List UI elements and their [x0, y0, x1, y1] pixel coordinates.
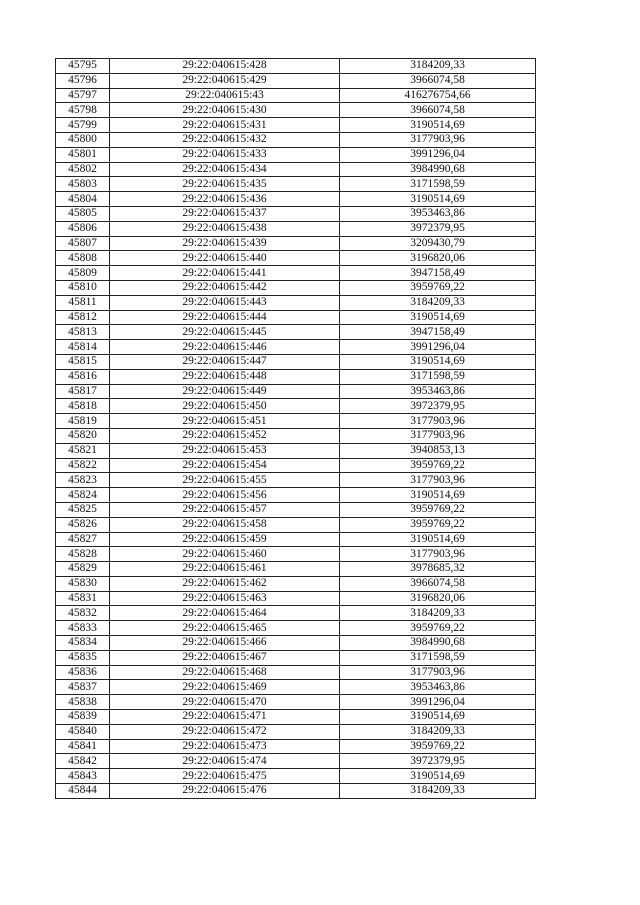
row-number-cell: 45799 [56, 118, 110, 133]
cadastral-number-cell: 29:22:040615:465 [110, 621, 340, 636]
row-number-cell: 45827 [56, 532, 110, 547]
cadastral-value-cell: 3177903,96 [340, 428, 536, 443]
cadastral-value-cell: 3966074,58 [340, 103, 536, 118]
cadastral-number-cell: 29:22:040615:472 [110, 724, 340, 739]
row-number-cell: 45830 [56, 576, 110, 591]
table-row [56, 340, 536, 355]
row-number-cell: 45812 [56, 310, 110, 325]
row-number-cell: 45798 [56, 103, 110, 118]
cadastral-value-cell: 3177903,96 [340, 414, 536, 429]
row-number-cell: 45795 [56, 59, 110, 74]
row-number-cell: 45811 [56, 295, 110, 310]
cadastral-value-cell: 3947158,49 [340, 266, 536, 281]
cadastral-number-cell: 29:22:040615:439 [110, 236, 340, 251]
table-row [56, 784, 536, 799]
cadastral-number-cell: 29:22:040615:474 [110, 754, 340, 769]
row-number-cell: 45817 [56, 384, 110, 399]
cadastral-value-cell: 3966074,58 [340, 576, 536, 591]
row-number-cell: 45831 [56, 591, 110, 606]
cadastral-number-cell: 29:22:040615:431 [110, 118, 340, 133]
table-row [56, 103, 536, 118]
cadastral-value-cell: 3966074,58 [340, 73, 536, 88]
row-number-cell: 45824 [56, 488, 110, 503]
table-row [56, 192, 536, 207]
table-row [56, 354, 536, 369]
cadastral-number-cell: 29:22:040615:430 [110, 103, 340, 118]
table-row [56, 754, 536, 769]
cadastral-number-cell: 29:22:040615:455 [110, 473, 340, 488]
cadastral-number-cell: 29:22:040615:449 [110, 384, 340, 399]
cadastral-value-cell: 3184209,33 [340, 784, 536, 799]
row-number-cell: 45825 [56, 502, 110, 517]
cadastral-value-cell: 3984990,68 [340, 162, 536, 177]
row-number-cell: 45837 [56, 680, 110, 695]
row-number-cell: 45805 [56, 206, 110, 221]
cadastral-number-cell: 29:22:040615:454 [110, 458, 340, 473]
cadastral-value-cell: 3959769,22 [340, 502, 536, 517]
cadastral-value-cell: 3184209,33 [340, 295, 536, 310]
table-row [56, 325, 536, 340]
cadastral-number-cell: 29:22:040615:443 [110, 295, 340, 310]
row-number-cell: 45801 [56, 147, 110, 162]
table-row [56, 547, 536, 562]
row-number-cell: 45838 [56, 695, 110, 710]
cadastral-number-cell: 29:22:040615:450 [110, 399, 340, 414]
cadastral-value-cell: 3190514,69 [340, 532, 536, 547]
cadastral-value-cell: 3171598,59 [340, 650, 536, 665]
cadastral-value-cell: 3190514,69 [340, 118, 536, 133]
table-row [56, 162, 536, 177]
table-row [56, 206, 536, 221]
cadastral-value-cell: 3177903,96 [340, 547, 536, 562]
table-row [56, 310, 536, 325]
cadastral-number-cell: 29:22:040615:462 [110, 576, 340, 591]
row-number-cell: 45835 [56, 650, 110, 665]
cadastral-value-cell: 3940853,13 [340, 443, 536, 458]
cadastral-number-cell: 29:22:040615:457 [110, 502, 340, 517]
cadastral-number-cell: 29:22:040615:434 [110, 162, 340, 177]
table-row [56, 443, 536, 458]
cadastral-value-cell: 3190514,69 [340, 488, 536, 503]
table-body [56, 59, 536, 799]
cadastral-number-cell: 29:22:040615:463 [110, 591, 340, 606]
cadastral-number-cell: 29:22:040615:464 [110, 606, 340, 621]
cadastral-value-cell: 3953463,86 [340, 384, 536, 399]
cadastral-value-cell: 3991296,04 [340, 695, 536, 710]
cadastral-value-cell: 3177903,96 [340, 665, 536, 680]
table-row [56, 591, 536, 606]
cadastral-value-cell: 3190514,69 [340, 310, 536, 325]
cadastral-number-cell: 29:22:040615:447 [110, 354, 340, 369]
row-number-cell: 45813 [56, 325, 110, 340]
row-number-cell: 45840 [56, 724, 110, 739]
row-number-cell: 45821 [56, 443, 110, 458]
cadastral-number-cell: 29:22:040615:428 [110, 59, 340, 74]
table-row [56, 710, 536, 725]
cadastral-value-cell: 3184209,33 [340, 606, 536, 621]
row-number-cell: 45834 [56, 636, 110, 651]
row-number-cell: 45815 [56, 354, 110, 369]
cadastral-number-cell: 29:22:040615:446 [110, 340, 340, 355]
table-row [56, 88, 536, 103]
cadastral-value-cell: 3196820,06 [340, 251, 536, 266]
cadastral-number-cell: 29:22:040615:440 [110, 251, 340, 266]
cadastral-value-cell: 3959769,22 [340, 280, 536, 295]
row-number-cell: 45829 [56, 562, 110, 577]
row-number-cell: 45826 [56, 517, 110, 532]
table-row [56, 532, 536, 547]
table-row [56, 399, 536, 414]
cadastral-value-cell: 3959769,22 [340, 458, 536, 473]
cadastral-number-cell: 29:22:040615:442 [110, 280, 340, 295]
cadastral-value-cell: 3959769,22 [340, 739, 536, 754]
row-number-cell: 45832 [56, 606, 110, 621]
row-number-cell: 45797 [56, 88, 110, 103]
row-number-cell: 45800 [56, 132, 110, 147]
table-row [56, 562, 536, 577]
table-row [56, 369, 536, 384]
cadastral-number-cell: 29:22:040615:436 [110, 192, 340, 207]
table-row [56, 266, 536, 281]
cadastral-value-cell: 3953463,86 [340, 680, 536, 695]
cadastral-number-cell: 29:22:040615:461 [110, 562, 340, 577]
cadastral-number-cell: 29:22:040615:473 [110, 739, 340, 754]
row-number-cell: 45836 [56, 665, 110, 680]
table-row [56, 132, 536, 147]
table-row [56, 147, 536, 162]
table-row [56, 236, 536, 251]
table-row [56, 177, 536, 192]
table-row [56, 769, 536, 784]
cadastral-value-cell: 3209430,79 [340, 236, 536, 251]
cadastral-value-cell: 3190514,69 [340, 354, 536, 369]
cadastral-number-cell: 29:22:040615:433 [110, 147, 340, 162]
cadastral-value-cell: 3972379,95 [340, 754, 536, 769]
row-number-cell: 45841 [56, 739, 110, 754]
row-number-cell: 45843 [56, 769, 110, 784]
row-number-cell: 45819 [56, 414, 110, 429]
row-number-cell: 45818 [56, 399, 110, 414]
row-number-cell: 45806 [56, 221, 110, 236]
cadastral-number-cell: 29:22:040615:471 [110, 710, 340, 725]
table-row [56, 650, 536, 665]
cadastral-value-cell: 3190514,69 [340, 192, 536, 207]
cadastral-number-cell: 29:22:040615:445 [110, 325, 340, 340]
cadastral-value-cell: 3177903,96 [340, 473, 536, 488]
table-row [56, 414, 536, 429]
row-number-cell: 45828 [56, 547, 110, 562]
cadastral-number-cell: 29:22:040615:441 [110, 266, 340, 281]
cadastral-value-cell: 3171598,59 [340, 369, 536, 384]
cadastral-value-cell: 3959769,22 [340, 621, 536, 636]
table-row [56, 739, 536, 754]
cadastral-number-cell: 29:22:040615:470 [110, 695, 340, 710]
row-number-cell: 45842 [56, 754, 110, 769]
row-number-cell: 45820 [56, 428, 110, 443]
cadastral-number-cell: 29:22:040615:448 [110, 369, 340, 384]
cadastral-number-cell: 29:22:040615:43 [110, 88, 340, 103]
row-number-cell: 45839 [56, 710, 110, 725]
row-number-cell: 45802 [56, 162, 110, 177]
row-number-cell: 45796 [56, 73, 110, 88]
table-row [56, 251, 536, 266]
cadastral-number-cell: 29:22:040615:437 [110, 206, 340, 221]
row-number-cell: 45810 [56, 280, 110, 295]
row-number-cell: 45823 [56, 473, 110, 488]
cadastral-value-cell: 3190514,69 [340, 710, 536, 725]
table-row [56, 295, 536, 310]
cadastral-value-table [55, 58, 536, 799]
cadastral-number-cell: 29:22:040615:451 [110, 414, 340, 429]
cadastral-number-cell: 29:22:040615:452 [110, 428, 340, 443]
cadastral-value-cell: 3972379,95 [340, 221, 536, 236]
row-number-cell: 45803 [56, 177, 110, 192]
row-number-cell: 45816 [56, 369, 110, 384]
table-row [56, 517, 536, 532]
row-number-cell: 45807 [56, 236, 110, 251]
cadastral-value-cell: 3953463,86 [340, 206, 536, 221]
cadastral-number-cell: 29:22:040615:467 [110, 650, 340, 665]
table-row [56, 73, 536, 88]
cadastral-number-cell: 29:22:040615:460 [110, 547, 340, 562]
row-number-cell: 45814 [56, 340, 110, 355]
cadastral-number-cell: 29:22:040615:459 [110, 532, 340, 547]
cadastral-number-cell: 29:22:040615:456 [110, 488, 340, 503]
table-row [56, 59, 536, 74]
table-row [56, 473, 536, 488]
cadastral-value-cell: 3959769,22 [340, 517, 536, 532]
cadastral-value-cell: 3972379,95 [340, 399, 536, 414]
table-row [56, 428, 536, 443]
cadastral-number-cell: 29:22:040615:476 [110, 784, 340, 799]
table-row [56, 665, 536, 680]
row-number-cell: 45833 [56, 621, 110, 636]
table-row [56, 384, 536, 399]
table-row [56, 724, 536, 739]
cadastral-value-cell: 3947158,49 [340, 325, 536, 340]
table-row [56, 680, 536, 695]
cadastral-value-cell: 3978685,32 [340, 562, 536, 577]
cadastral-number-cell: 29:22:040615:458 [110, 517, 340, 532]
row-number-cell: 45804 [56, 192, 110, 207]
cadastral-value-cell: 3171598,59 [340, 177, 536, 192]
cadastral-value-cell: 3184209,33 [340, 724, 536, 739]
table-row [56, 636, 536, 651]
cadastral-value-cell: 3196820,06 [340, 591, 536, 606]
cadastral-number-cell: 29:22:040615:432 [110, 132, 340, 147]
cadastral-number-cell: 29:22:040615:468 [110, 665, 340, 680]
cadastral-number-cell: 29:22:040615:444 [110, 310, 340, 325]
table-row [56, 280, 536, 295]
cadastral-number-cell: 29:22:040615:453 [110, 443, 340, 458]
cadastral-value-cell: 3177903,96 [340, 132, 536, 147]
table-row [56, 118, 536, 133]
row-number-cell: 45822 [56, 458, 110, 473]
cadastral-value-cell: 3984990,68 [340, 636, 536, 651]
table-row [56, 458, 536, 473]
cadastral-value-cell: 3190514,69 [340, 769, 536, 784]
row-number-cell: 45808 [56, 251, 110, 266]
table-row [56, 621, 536, 636]
table-row [56, 695, 536, 710]
row-number-cell: 45809 [56, 266, 110, 281]
cadastral-value-cell: 3184209,33 [340, 59, 536, 74]
table-row [56, 488, 536, 503]
table-row [56, 576, 536, 591]
cadastral-value-cell: 416276754,66 [340, 88, 536, 103]
cadastral-number-cell: 29:22:040615:429 [110, 73, 340, 88]
row-number-cell: 45844 [56, 784, 110, 799]
cadastral-number-cell: 29:22:040615:469 [110, 680, 340, 695]
cadastral-number-cell: 29:22:040615:438 [110, 221, 340, 236]
table-row [56, 221, 536, 236]
cadastral-value-cell: 3991296,04 [340, 147, 536, 162]
table-row [56, 502, 536, 517]
table-row [56, 606, 536, 621]
cadastral-number-cell: 29:22:040615:475 [110, 769, 340, 784]
cadastral-value-cell: 3991296,04 [340, 340, 536, 355]
cadastral-number-cell: 29:22:040615:466 [110, 636, 340, 651]
cadastral-number-cell: 29:22:040615:435 [110, 177, 340, 192]
